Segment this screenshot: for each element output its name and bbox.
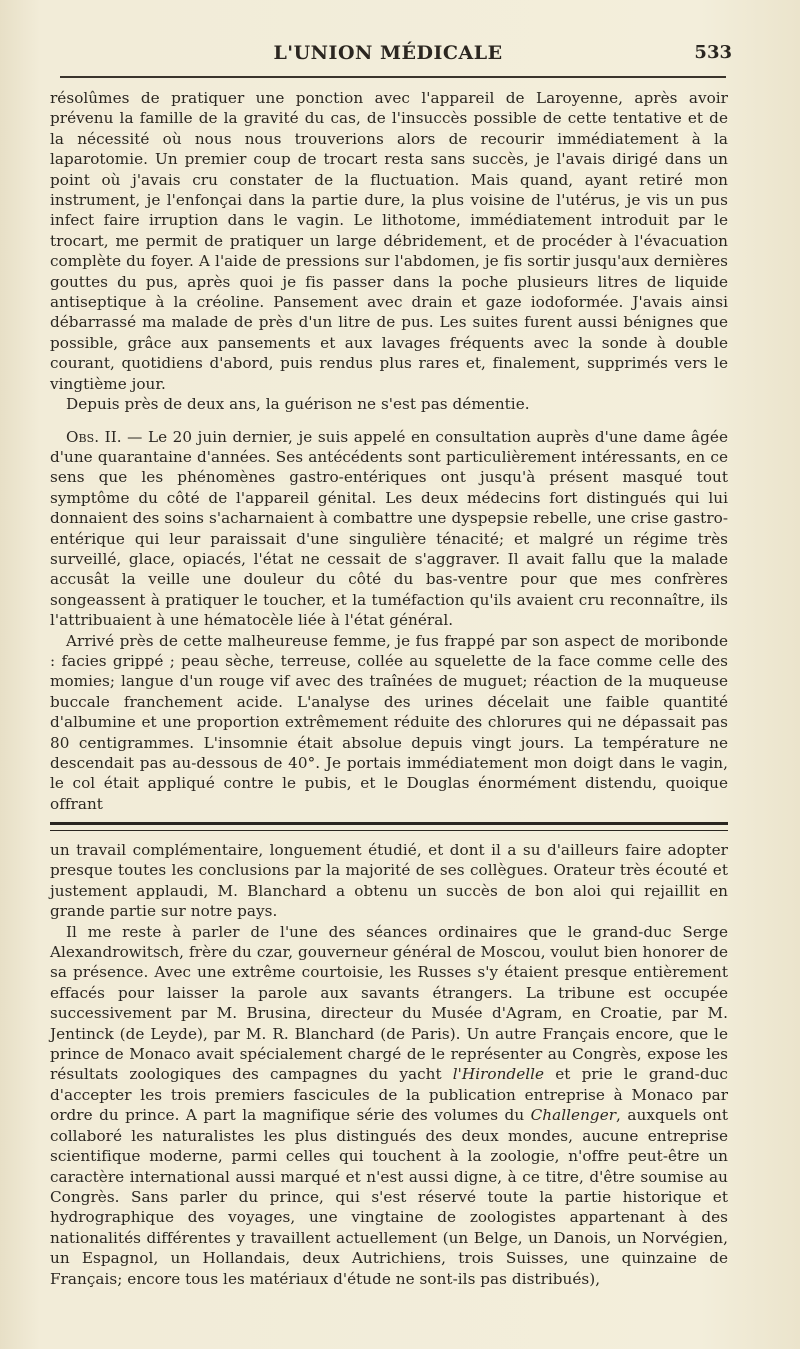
text-run: et prie le grand-duc d'accepter les trois premiers fascicules de la publication entreprise à Monaco par ordre du prince. A part la magnifique série des volumes du (50, 1065, 728, 1125)
paragraph: un travail complémentaire, longuement étudié, et dont il a su d'ailleurs faire adopter presque toutes les conclusions par la majorité de ses collègues. Orateur très écouté et justement applaudi, M. Blanchard a obtenu un succès de bon aloi qui rejaillit en grande partie sur notre pays. (50, 841, 728, 921)
spacer (50, 415, 728, 427)
observation-text: — Le 20 juin dernier, je suis appelé en consultation auprès d'une dame âgée d'une quarantaine d'années. Ses antécédents sont particulièrement intéressants, en ce sens que les phénomènes gastro-entériques ont jusqu'à présent masqué tout symptôme du côté de l'appareil génital. Les deux médecins fort distingués qui lui donnaient des soins s'acharnaient à combattre une dyspepsie rebelle, une crise gastro-entérique qui leur paraissait d'une singulière ténacité; et malgré un régime très surveillé, glace, opiacés, l'état ne cessait de s'aggraver. Il avait fallu que la malade accusât la veille une douleur du côté du bas-ventre pour que mes confrères songeassent à pratiquer le toucher, et la tuméfaction qu'ils avaient cru reconnaître, ils l'attribuaient à une hématocèle liée à l'état général. (50, 427, 729, 630)
section-separator (50, 822, 728, 831)
text-run: , auxquels ont collaboré les naturalistes les plus distingués des deux mondes, aucune entreprise scientifique moderne, parmi celles qui touchent à la zoologie, n'offre peut-être un caractère international aussi marqué et n'est aussi digne, à ce titre, d'être soumise au Congrès. Sans parler du prince, qui s'est réservé toute la partie historique et hydrographique des voyages, une vingtaine de zoologistes appartenant à des nationalités différentes y travaillent actuellement (un Belge, un Danois, un Norvégien, un Espagnol, un Hollandais, deux Autrichiens, trois Suisses, une quinzaine de Français; encore tous les matériaux d'étude ne sont-ils pas distribués), (50, 1106, 728, 1288)
paragraph: Depuis près de deux ans, la guérison ne s'est pas démentie. (66, 395, 530, 414)
paragraph: Arrivé près de cette malheureuse femme, je fus frappé par son aspect de moribonde : facies grippé ; peau sèche, terreuse, collée au squelette de la face comme celle des momies; langue d'un rouge vif avec des traînées de muguet; réaction de la muqueuse buccale franchement acide. L'analyse des urines décelait une faible quantité d'albumine et une proportion extrêmement réduite des chlorures qui ne dépassait pas 80 centigrammes. L'insomnie était absolue depuis vingt jours. La température ne descendait pas au-dessous de 40°. Je portais immédiatement mon doigt dans le vagin, le col était appliqué contre le pubis, et le Douglas énormément distendu, quoique offrant (50, 631, 728, 813)
journal-title: L'UNION MÉDICALE (273, 42, 503, 64)
observation-label: Obs. II. (66, 427, 122, 446)
upper-column (50, 88, 728, 814)
text-run: Il me reste à parler de l'une des séances ordinaires que le grand-duc Serge Alexandrowitsch, frère du czar, gouverneur général de Moscou, voulut bien honorer de sa présence. Avec une extrême courtoisie, les Russes s'y étaient presque entièrement effacés pour laisser la parole aux savants étrangers. La tribune est occupée successivement par M. Brusina, directeur du Musée d'Agram, en Croatie, par M. Jentinck (de Leyde), par M. R. Blanchard (de Paris). Un autre Français encore, que le prince de Monaco avait spécialement chargé de le représenter au Congrès, expose les résultats zoologiques des campagnes du yacht (50, 922, 728, 1084)
yacht-name: l'Hirondelle (452, 1065, 545, 1084)
paragraph: résolûmes de pratiquer une ponction avec l'appareil de Laroyenne, après avoir prévenu la famille de la gravité du cas, de l'insuccès possible de cette tentative et de la nécessité où nous nous trouverions alors de recourir immédiatement à la laparotomie. Un premier coup de trocart resta sans succès, je l'avais dirigé dans un point où j'avais cru constater de la fluctuation. Mais quand, ayant retiré mon instrument, je l'enfonçai dans la partie dure, la plus voisine de l'utérus, je vis un pus infect faire irruption dans le vagin. Le lithotome, immédiatement introduit par le trocart, me permit de pratiquer un large débridement, et de procéder à l'évacuation complète du foyer. A l'aide de pressions sur l'abdomen, je fis sortir jusqu'aux dernières gouttes du pus, après quoi je fis passer dans la poche plusieurs litres de liquide antiseptique à la créoline. Pansement avec drain et gaze iodoformée. J'avais ainsi débarrassé ma malade de près d'un litre de pus. Les suites furent aussi bénignes que possible, grâce aux pansements et aux lavages fréquents avec la sonde à double courant, quotidiens d'abord, puis rendus plus rares et, finalement, supprimés vers le vingtième jour. (50, 89, 728, 393)
running-header (48, 42, 732, 70)
page-number: 533 (694, 42, 732, 63)
header-rule (60, 76, 726, 78)
lower-column (50, 840, 728, 1289)
observation-paragraph (50, 427, 728, 631)
paragraph (50, 922, 728, 1289)
challenger-title: Challenger (530, 1106, 617, 1125)
